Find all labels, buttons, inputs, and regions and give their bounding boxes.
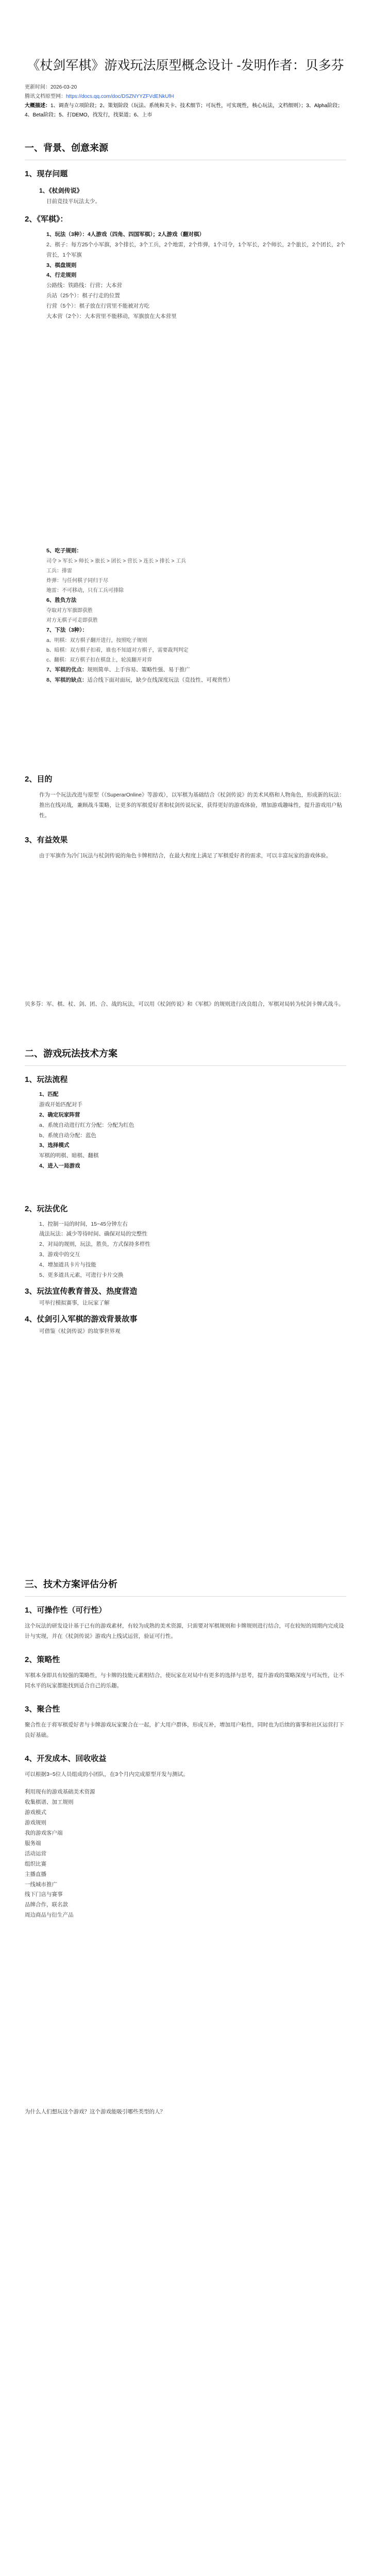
cons: [25, 675, 346, 686]
item-body: 目前竞技平玩法太少。: [46, 198, 100, 205]
step: 军棋的明棋、暗棋、翻棋: [39, 1153, 99, 1159]
strategy-text: 军棋本身即具有较强的策略性，与卡牌的技能元素相结合，使玩家在对局中有更多的选择与思考，提升游戏的策略深度与可玩性，让不同水平的玩家都能找到适合自己的乐趣。: [25, 1672, 344, 1689]
section-purpose: [25, 773, 346, 861]
divider: [25, 1065, 346, 1066]
doc-note-prefix: 大概描述：: [25, 103, 50, 109]
subheading: 2、目的: [25, 775, 53, 784]
section-heading: 三、技术方案评估分析: [25, 1579, 117, 1589]
play-modes: [25, 636, 346, 665]
list-item: 组织比赛: [25, 1860, 46, 1867]
update-time: 更新时间：2026-03-20: [25, 84, 77, 90]
list-item: 游戏规则: [25, 1819, 46, 1826]
rule-line: 炸弹：与任何棋子同归于尽: [46, 578, 108, 584]
subheading: 4、开发成本、回收收益: [25, 1754, 107, 1763]
capture-rules: [25, 556, 346, 596]
list-item: 周边商品与衍生产品: [25, 1912, 74, 1919]
opt-item: 2、对局的规则，玩法，胜负，方式保持多样性: [39, 1241, 150, 1248]
list-item: 7、下法（3种）：: [46, 626, 88, 633]
doc-note-text: 1、调查与立项阶段；2、策划阶段（玩法、系统和关卡、技术细节；可玩性，可实现性，核心玩法，文档细则）；3、Alpha阶段；4、Beta阶段；5、打DEMO，找发行，找渠道；6、上市: [25, 103, 343, 118]
list-item: 利用现有的游戏基础美术资源: [25, 1789, 95, 1795]
list-item: 服务端: [25, 1840, 41, 1846]
aggregation-text: 聚合性在于将军棋爱好者与卡牌游戏玩家聚合在一起，扩大用户群体，形成互补，增加用户粘性，同时也为后续的赛事和社区运营打下良好基础。: [25, 1722, 344, 1738]
list-item: 4、行走规则: [46, 272, 77, 279]
doc-note: [25, 101, 346, 120]
rule-line: c、翻棋：双方棋子扣在棋盘上，轮流翻开对弈: [46, 657, 152, 663]
purpose-text: 作为一个玩法改进与原型（《SuperarOnline》等游戏），以军棋为基础结合《杖剑传说》的美术风格和人物角色，形成新的玩法：推出在线对战，兼顾战斗策略，让更多的军棋爱好者和杖剑传说玩家，获得更好的游戏体验，增加游戏趣味性，提升游戏用户粘性。: [39, 792, 345, 819]
opt-item: 4、增加道具卡片与技能: [39, 1262, 96, 1268]
section-tech-plan: [25, 1046, 346, 1337]
list-item: 一线城市推广: [25, 1881, 57, 1888]
subheading: 3、聚合性: [25, 1704, 60, 1714]
cons-text: 适合线下面对面玩，缺少在线深度玩法（竞技性、可观赏性）: [87, 676, 233, 683]
step: a、系统自动进行红方分配：分配为红色: [39, 1122, 134, 1128]
list-item: 主播直播: [25, 1871, 46, 1877]
list-item: 行营（5个）：棋子放在行营里不能被对方吃: [46, 303, 150, 310]
item-title: 1、《杖剑传说》: [39, 187, 83, 194]
list-item: 游戏模式: [25, 1809, 46, 1816]
doc-address-label: 腾讯文档原型网：: [25, 93, 66, 99]
subheading: 1、现存问题: [25, 169, 68, 178]
subheading: 4、仗剑引入军棋的游戏背景故事: [25, 1315, 138, 1324]
pros-text: 规则简单、上手容易、策略性强、易于推广: [87, 666, 190, 673]
subheading: 3、有益效果: [25, 836, 68, 845]
list-item: 收集棋谱、加工规则: [25, 1799, 74, 1805]
story-text: 可借鉴《杖剑传说》的故事世界观: [39, 1328, 121, 1334]
section-summary: [25, 999, 346, 1010]
question-text: 为什么人们想玩这个游戏？这个游戏能吸引哪些类型的人？: [25, 2109, 165, 2115]
list-item: 线下门店与赛事: [25, 1891, 63, 1898]
benefit-text: 由于军旗作为冷门玩法与杖剑传说的角色卡牌相结合，在最大程度上满足了军棋爱好者的需求，可以丰富玩家的游戏体验。: [39, 853, 331, 859]
step: 1、匹配: [39, 1091, 59, 1097]
list-item: 1、玩法（3种）：4人游戏（四角、四国军棋）；2人游戏（翻对棋）: [46, 231, 205, 238]
subheading: 2、玩法优化: [25, 1205, 68, 1214]
cons-label: 8、军棋的缺点：: [46, 676, 88, 683]
optimizations: [25, 1219, 346, 1281]
list-item: 5、吃子规则：: [46, 548, 82, 554]
win-rules: [25, 606, 346, 625]
closing-question: [25, 2107, 346, 2117]
step: 游戏开始匹配对手: [39, 1101, 82, 1108]
opt-item: 战法玩法：减少等待时间、确保对局的完整性: [39, 1231, 147, 1238]
divider: [25, 1596, 346, 1597]
list-item: 兵站（25个）：棋子行走的位置: [46, 293, 120, 299]
pros-label: 7、军棋的优点：: [46, 666, 88, 673]
list-item: 2、棋子：每方25个小军旗，3个排长，3个工兵，2个地雷，2个炸弹，1个司令，1个军长，2个师长，2个旅长，2个团长，2个营长，1个军旗: [46, 241, 345, 258]
list-item: 3、棋盘规则: [46, 262, 77, 268]
flow-steps: [25, 1090, 346, 1172]
subheading: 1、玩法流程: [25, 1075, 68, 1084]
doc-meta: [25, 83, 346, 120]
summary-text: 贝多芬：军、棋、杖、剑、团、合、战的玩法，可以用《杖剑传说》和《军棋》的规则进行改良组合，军棋对局转为杖剑卡牌式战斗。: [25, 1001, 344, 1007]
section-heading: 一、背景、创意来源: [25, 143, 108, 153]
feasibility-text: 这个玩法的研发设计基于已有的游戏素材，有较为成熟的美术资源，只需要对军棋规则和卡牌规则进行结合，可在较短的周期内完成设计与实现，并在《杖剑传说》游戏内上线试运营，验证可行性。: [25, 1622, 344, 1639]
section-evaluation: [25, 1577, 346, 1921]
section-heading: 二、游戏玩法技术方案: [25, 1048, 117, 1059]
list-item: 活动运营: [25, 1850, 46, 1857]
rule-line: 司令 > 军长 > 师长 > 旅长 > 团长 > 营长 > 连长 > 排长 > 工兵: [46, 558, 187, 564]
list-item: 公路线：铁路线：行营；大本营: [46, 282, 122, 289]
rule-line: b、暗棋：双方棋子扣着，谁也不知道对方棋子，需要裁判判定: [46, 647, 189, 653]
subheading: 2、《军棋》：: [25, 215, 68, 224]
step: 3、选择模式: [39, 1142, 70, 1149]
section-background-cont: [25, 546, 346, 686]
list-item: 6、胜负方法: [46, 597, 77, 603]
promo-text: 可举行模拟赛事，让玩家了解: [39, 1300, 110, 1307]
rule-line: a、明棋：双方棋子翻开进行，按照吃子规则: [46, 637, 147, 643]
rule-line: 工兵：排雷: [46, 568, 72, 574]
step: b、系统自动分配：蓝色: [39, 1132, 96, 1139]
list-item: 品牌合作，联名款: [25, 1902, 68, 1908]
pros: [25, 665, 346, 675]
doc-address-link[interactable]: https://docs.qq.com/doc/DSZNYYZFVdENkUfH: [66, 93, 174, 99]
rule-line: 夺取对方军旗即获胜: [46, 607, 93, 614]
subheading: 2、策略性: [25, 1655, 60, 1664]
subheading: 3、玩法宣传教育普及、热度营造: [25, 1287, 138, 1296]
doc-title: 《杖剑军棋》游戏玩法原型概念设计 -发明作者：贝多芬: [27, 58, 344, 73]
subheading: 1、可操作性（可行性）: [25, 1605, 107, 1615]
doc-address: [25, 92, 346, 101]
cost-text: 可以根据3~5位人员组成的小团队，在3个月内完成原型开发与测试。: [25, 1771, 189, 1778]
resource-list: [25, 1787, 346, 1921]
list-item: 我的游戏客户端: [25, 1829, 63, 1836]
section-background: [25, 140, 346, 322]
chess-rules: [25, 230, 346, 322]
step: 2、确定玩家阵营: [39, 1111, 80, 1118]
list-item: 大本营（2个）：大本营里不能移动，军旗放在大本营里: [46, 313, 177, 320]
opt-item: 5、更多道具元素，可进行卡片交换: [39, 1272, 124, 1279]
rule-line: 对方无棋子可走即获胜: [46, 617, 98, 623]
step: 4、进入一局游戏: [39, 1163, 80, 1170]
opt-item: 3、游戏中的交互: [39, 1251, 80, 1258]
rule-line: 地雷：不可移动，只有工兵可排除: [46, 587, 124, 594]
opt-item: 1、控制一局的时间，15~45分钟左右: [39, 1221, 128, 1227]
